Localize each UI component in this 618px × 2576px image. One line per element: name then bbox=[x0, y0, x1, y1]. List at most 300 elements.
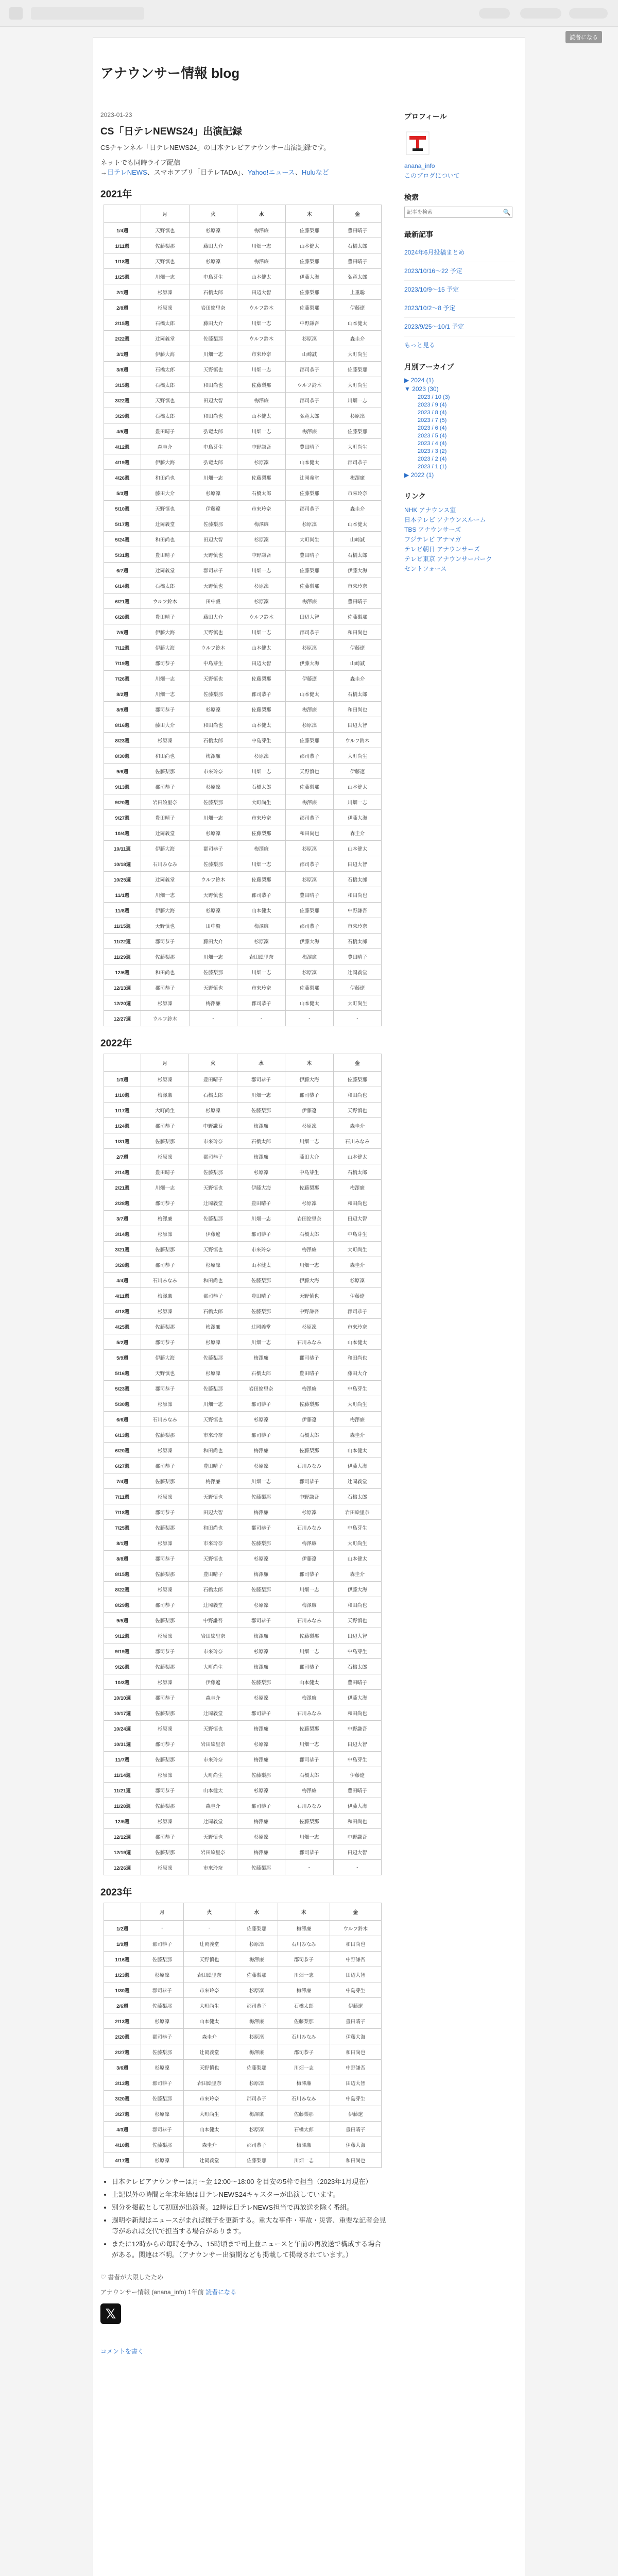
anchor-cell: 岩田絵里奈 bbox=[333, 1504, 381, 1520]
week-cell: 2/13週 bbox=[104, 2013, 141, 2029]
anchor-cell: 山本健太 bbox=[333, 779, 381, 794]
anchor-cell: 川畑一志 bbox=[189, 949, 237, 964]
anchor-cell: 市來玲奈 bbox=[189, 1427, 237, 1443]
anchor-cell: 山本健太 bbox=[237, 408, 286, 423]
anchor-cell: 佐藤梨那 bbox=[141, 949, 190, 964]
subscribe-button[interactable]: 読者になる bbox=[565, 31, 602, 43]
week-cell: 2/6週 bbox=[104, 1998, 141, 2013]
table-row bbox=[104, 1226, 382, 1242]
week-cell: 4/19週 bbox=[104, 454, 141, 470]
source-link[interactable]: Huluなど bbox=[301, 168, 329, 176]
table-row bbox=[104, 1273, 382, 1288]
archive-month-link[interactable]: 2023 / 9 (4) bbox=[418, 402, 447, 408]
anchor-cell: 伊藤大海 bbox=[237, 1180, 285, 1195]
anchor-cell: 梅澤廉 bbox=[237, 223, 286, 238]
anchor-cell: 佐藤梨那 bbox=[285, 223, 333, 238]
archive-month-link[interactable]: 2023 / 1 (1) bbox=[418, 464, 447, 470]
anchor-cell: 天野慎也 bbox=[333, 1103, 381, 1118]
hatena-logo-icon[interactable] bbox=[9, 7, 23, 20]
anchor-cell: 梅澤廉 bbox=[235, 2106, 278, 2122]
anchor-cell: 山本健太 bbox=[237, 269, 286, 284]
comment-link[interactable]: コメントを書く bbox=[100, 2348, 144, 2355]
archive-month-link[interactable]: 2023 / 5 (4) bbox=[418, 433, 447, 439]
anchor-cell: 森圭介 bbox=[333, 1118, 381, 1133]
anchor-cell: 伊藤大海 bbox=[285, 269, 333, 284]
anchor-cell: 田辺大智 bbox=[330, 2075, 381, 2091]
week-cell: 12/6週 bbox=[104, 964, 141, 980]
anchor-cell: 豊田晴子 bbox=[333, 949, 381, 964]
anchor-cell: 森圭介 bbox=[333, 1566, 381, 1582]
entry-intro: CSチャンネル「日テレNEWS24」の日本テレビアナウンサー出演記録です。 bbox=[100, 144, 331, 151]
anchor-cell: 郡司恭子 bbox=[189, 1149, 237, 1164]
anchor-cell: 伊藤遼 bbox=[330, 2106, 381, 2122]
anchor-cell: 山本健太 bbox=[183, 2013, 235, 2029]
table-row bbox=[104, 1967, 382, 1982]
week-cell: 11/29週 bbox=[104, 949, 141, 964]
star-text[interactable]: ♡ 書者が大限したため bbox=[100, 2274, 164, 2281]
anchor-cell: ウルフ鈴木 bbox=[237, 300, 286, 315]
anchor-cell: 杉原凜 bbox=[141, 300, 190, 315]
anchor-cell: 佐藤梨那 bbox=[285, 1180, 333, 1195]
anchor-cell: - bbox=[285, 1860, 333, 1875]
week-cell: 7/18週 bbox=[104, 1504, 141, 1520]
anchor-cell: 杉原凜 bbox=[285, 1118, 333, 1133]
archive-month-link[interactable]: 2023 / 7 (5) bbox=[418, 417, 447, 423]
external-link[interactable]: セントフォース bbox=[404, 565, 447, 572]
more-link[interactable]: もっと見る bbox=[404, 342, 436, 349]
external-link[interactable]: フジテレビ アナマガ bbox=[404, 536, 461, 543]
anchor-cell: 中野謙吾 bbox=[189, 1613, 237, 1628]
week-cell: 9/13週 bbox=[104, 779, 141, 794]
anchor-cell: 石川みなみ bbox=[278, 2029, 330, 2044]
anchor-cell: 郡司恭子 bbox=[278, 1952, 330, 1967]
table-header-row bbox=[104, 1054, 382, 1072]
global-search-input[interactable] bbox=[31, 7, 144, 20]
table-row bbox=[104, 1412, 382, 1427]
anchor-cell: 郡司恭子 bbox=[285, 1566, 333, 1582]
anchor-cell: 佐藤梨那 bbox=[237, 1273, 285, 1288]
blog-search-input[interactable] bbox=[405, 207, 502, 217]
anchor-cell: 市來玲奈 bbox=[333, 485, 381, 501]
anchor-cell: 伊藤大海 bbox=[141, 1350, 189, 1365]
anchor-cell: 佐藤梨那 bbox=[189, 1350, 237, 1365]
anchor-cell: ウルフ鈴木 bbox=[237, 609, 286, 624]
archive-year[interactable]: ▶ 2024 (1) bbox=[404, 377, 434, 384]
anchor-cell: 石川みなみ bbox=[285, 1613, 333, 1628]
anchor-cell: 郡司恭子 bbox=[333, 1303, 381, 1319]
week-cell: 1/24週 bbox=[104, 1118, 141, 1133]
week-cell: 5/30週 bbox=[104, 1396, 141, 1412]
anchor-cell: 大町尚生 bbox=[333, 1242, 381, 1257]
anchor-cell: 梅澤廉 bbox=[141, 1087, 189, 1103]
anchor-cell: 大町尚生 bbox=[333, 346, 381, 362]
anchor-cell: 梅澤廉 bbox=[285, 702, 333, 717]
anchor-cell: 伊藤遼 bbox=[333, 640, 381, 655]
anchor-cell: 郡司恭子 bbox=[285, 748, 333, 764]
table-row bbox=[104, 1427, 382, 1443]
anchor-cell: 川畑一志 bbox=[333, 393, 381, 408]
author-name[interactable]: アナウンサー情報 (anana_info) 1年前 bbox=[100, 2289, 204, 2296]
archive-month-link[interactable]: 2023 / 6 (4) bbox=[418, 425, 447, 431]
table-row bbox=[104, 1921, 382, 1936]
anchor-cell: 杉原凜 bbox=[285, 1195, 333, 1211]
anchor-cell: 伊藤大海 bbox=[141, 640, 190, 655]
anchor-cell: 石橋太郎 bbox=[141, 315, 190, 331]
anchor-cell: 豊田晴子 bbox=[333, 594, 381, 609]
table-row bbox=[104, 1443, 382, 1458]
anchor-cell: 杉原凜 bbox=[285, 964, 333, 980]
anchor-cell: 和田尚也 bbox=[330, 2153, 381, 2168]
anchor-cell: 郡司恭子 bbox=[237, 1520, 285, 1535]
anchor-cell: 郡司恭子 bbox=[189, 841, 237, 856]
anchor-cell: 杉原凜 bbox=[189, 1365, 237, 1381]
table-row bbox=[104, 1288, 382, 1303]
anchor-cell: 佐藤梨那 bbox=[285, 284, 333, 300]
anchor-cell: 梅澤廉 bbox=[237, 1566, 285, 1582]
table-row bbox=[104, 1860, 382, 1875]
anchor-cell: 天野慎也 bbox=[189, 671, 237, 686]
week-cell: 1/2週 bbox=[104, 1921, 141, 1936]
anchor-cell: 和田尚也 bbox=[333, 624, 381, 640]
anchor-cell: 郡司恭子 bbox=[285, 1087, 333, 1103]
week-cell: 7/26週 bbox=[104, 671, 141, 686]
anchor-cell: 辻岡義堂 bbox=[189, 1195, 237, 1211]
source-link[interactable]: Yahoo!ニュース bbox=[247, 168, 295, 176]
week-cell: 11/22週 bbox=[104, 934, 141, 949]
external-link[interactable]: NHK アナウンス室 bbox=[404, 506, 456, 514]
external-link[interactable]: テレビ東京 アナウンサーパーク bbox=[404, 555, 492, 563]
week-cell: 3/1週 bbox=[104, 346, 141, 362]
anchor-cell: 石橋太郎 bbox=[189, 733, 237, 748]
blog-title[interactable]: アナウンサー情報 blog bbox=[100, 65, 240, 81]
anchor-cell: 山本健太 bbox=[333, 1149, 381, 1164]
source-link[interactable]: 日テレNEWS bbox=[107, 168, 147, 176]
anchor-cell: 佐藤梨那 bbox=[189, 856, 237, 872]
week-cell: 3/27週 bbox=[104, 2106, 141, 2122]
anchor-cell: 和田尚也 bbox=[189, 408, 237, 423]
anchor-cell: 郡司恭子 bbox=[285, 1659, 333, 1674]
table-row bbox=[104, 1381, 382, 1396]
archive-month-link[interactable]: 2023 / 8 (4) bbox=[418, 410, 447, 416]
week-cell: 10/17週 bbox=[104, 1705, 141, 1721]
anchor-cell: 伊藤遼 bbox=[189, 1674, 237, 1690]
week-cell: 2/1週 bbox=[104, 284, 141, 300]
anchor-cell: 川畑一志 bbox=[141, 887, 190, 903]
column-header: 金 bbox=[330, 1903, 381, 1921]
anchor-cell: 石川みなみ bbox=[278, 2091, 330, 2106]
anchor-cell: 郡司恭子 bbox=[285, 1752, 333, 1767]
header-link[interactable] bbox=[479, 8, 510, 19]
anchor-cell: 田辺大智 bbox=[189, 532, 237, 547]
anchor-cell: 梅澤廉 bbox=[237, 1814, 285, 1829]
anchor-cell: 川畑一志 bbox=[189, 1396, 237, 1412]
anchor-cell: 郡司恭子 bbox=[237, 686, 286, 702]
anchor-cell: 藤田大介 bbox=[189, 315, 237, 331]
anchor-cell: 大町尚生 bbox=[333, 748, 381, 764]
week-cell: 6/6週 bbox=[104, 1412, 141, 1427]
anchor-cell: 辻岡義堂 bbox=[333, 1473, 381, 1489]
anchor-cell: 石川みなみ bbox=[285, 1705, 333, 1721]
table-row bbox=[104, 1982, 382, 1998]
recent-entry-link[interactable]: 2023/10/2〜8 予定 bbox=[404, 299, 515, 318]
table-row bbox=[104, 1798, 382, 1814]
anchor-cell: 佐藤梨那 bbox=[285, 1443, 333, 1458]
anchor-cell: 梅澤廉 bbox=[285, 1783, 333, 1798]
anchor-cell: 中島芽生 bbox=[333, 1226, 381, 1242]
archive-year[interactable]: ▶ 2022 (1) bbox=[404, 471, 434, 479]
table-row bbox=[104, 315, 382, 331]
anchor-cell: 杉原凜 bbox=[189, 253, 237, 269]
anchor-cell: 佐藤梨那 bbox=[237, 702, 286, 717]
anchor-cell: 杉原凜 bbox=[235, 2029, 278, 2044]
anchor-cell: 弘竜太郎 bbox=[333, 269, 381, 284]
anchor-cell: 森圭介 bbox=[189, 1798, 237, 1814]
archive-month-link[interactable]: 2023 / 10 (3) bbox=[418, 394, 450, 400]
week-cell: 11/14週 bbox=[104, 1767, 141, 1783]
anchor-cell: 杉原凜 bbox=[141, 1072, 189, 1087]
anchor-cell: 杉原凜 bbox=[141, 2106, 184, 2122]
anchor-cell: 川畑一志 bbox=[237, 964, 286, 980]
anchor-cell: 天野慎也 bbox=[189, 578, 237, 594]
week-cell: 6/14週 bbox=[104, 578, 141, 594]
anchor-cell: 佐藤梨那 bbox=[237, 1674, 285, 1690]
table-row bbox=[104, 1211, 382, 1226]
profile-heading: プロフィール bbox=[404, 112, 447, 121]
table-row bbox=[104, 1242, 382, 1257]
anchor-cell: 辻岡義堂 bbox=[183, 2044, 235, 2060]
anchor-cell: 中島芽生 bbox=[333, 1381, 381, 1396]
column-header: 月 bbox=[141, 1903, 184, 1921]
anchor-cell: 豊田晴子 bbox=[237, 1288, 285, 1303]
external-link[interactable]: 日本テレビ アナウンスルーム bbox=[404, 516, 486, 523]
anchor-cell: 佐藤梨那 bbox=[278, 2013, 330, 2029]
anchor-cell: 和田尚也 bbox=[141, 532, 190, 547]
anchor-cell: 佐藤梨那 bbox=[237, 1582, 285, 1597]
anchor-cell: 辻岡義堂 bbox=[141, 872, 190, 887]
archive-month-link[interactable]: 2023 / 2 (4) bbox=[418, 456, 447, 462]
archive-month-link[interactable]: 2023 / 3 (2) bbox=[418, 448, 447, 454]
anchor-cell: 佐藤梨那 bbox=[189, 331, 237, 346]
anchor-cell: 石橋太郎 bbox=[141, 578, 190, 594]
article bbox=[100, 111, 386, 2355]
week-cell: 5/9週 bbox=[104, 1350, 141, 1365]
table-row bbox=[104, 671, 382, 686]
anchor-cell: 梅澤廉 bbox=[237, 1443, 285, 1458]
anchor-cell: 天野慎也 bbox=[189, 1551, 237, 1566]
anchor-cell: 岩田絵里奈 bbox=[189, 1736, 237, 1752]
anchor-cell: 市來玲奈 bbox=[189, 1133, 237, 1149]
header-link[interactable] bbox=[520, 8, 561, 19]
archive-month-link[interactable]: 2023 / 4 (4) bbox=[418, 440, 447, 447]
anchor-cell: 梅澤廉 bbox=[333, 470, 381, 485]
anchor-cell: 梅澤廉 bbox=[237, 918, 286, 934]
anchor-cell: 佐藤梨那 bbox=[237, 671, 286, 686]
anchor-cell: 梅澤廉 bbox=[237, 1844, 285, 1860]
week-cell: 8/2週 bbox=[104, 686, 141, 702]
anchor-cell: 市來玲奈 bbox=[237, 980, 286, 995]
week-cell: 1/31週 bbox=[104, 1133, 141, 1149]
anchor-cell: 杉原凜 bbox=[237, 934, 286, 949]
search-icon[interactable]: 🔍 bbox=[503, 209, 511, 216]
entry-title[interactable]: CS「日テレNEWS24」出演記録 bbox=[100, 126, 243, 137]
week-cell: 2/28週 bbox=[104, 1195, 141, 1211]
sidebar bbox=[404, 111, 515, 574]
table-row bbox=[104, 1752, 382, 1767]
anchor-cell: 佐藤梨那 bbox=[141, 1659, 189, 1674]
anchor-cell: 川畑一志 bbox=[285, 1829, 333, 1844]
anchor-cell: 山本健太 bbox=[333, 516, 381, 532]
recent-entry-link[interactable]: 2023/10/16〜22 予定 bbox=[404, 262, 515, 281]
anchor-cell: 佐藤梨那 bbox=[141, 1952, 184, 1967]
anchor-cell: 郡司恭子 bbox=[141, 1936, 184, 1952]
week-cell: 8/30週 bbox=[104, 748, 141, 764]
author-subscribe-link[interactable]: 読者になる bbox=[205, 2289, 237, 2296]
anchor-cell: 中野謙吾 bbox=[285, 315, 333, 331]
anchor-cell: 郡司恭子 bbox=[141, 1597, 189, 1613]
entry-line: ネットでも同時ライブ配信 bbox=[100, 159, 181, 166]
anchor-cell: 伊藤大海 bbox=[141, 624, 190, 640]
anchor-cell: 郡司恭子 bbox=[141, 980, 190, 995]
recent-entry-link[interactable]: 2023/9/25〜10/1 予定 bbox=[404, 318, 515, 336]
x-share-icon[interactable]: 𝕏 bbox=[100, 2303, 121, 2324]
table-row bbox=[104, 624, 382, 640]
anchor-cell: - bbox=[333, 1011, 381, 1026]
table-row bbox=[104, 1783, 382, 1798]
column-header: 金 bbox=[333, 205, 381, 223]
table-header-row bbox=[104, 1903, 382, 1921]
anchor-cell: 杉原凜 bbox=[285, 1504, 333, 1520]
week-cell: 7/11週 bbox=[104, 1489, 141, 1504]
table-row bbox=[104, 1597, 382, 1613]
anchor-cell: 伊藤大海 bbox=[285, 1072, 333, 1087]
anchor-cell: 藤田大介 bbox=[189, 238, 237, 253]
anchor-cell: 梅澤廉 bbox=[237, 1628, 285, 1643]
anchor-cell: 山本健太 bbox=[333, 1551, 381, 1566]
anchor-cell: 梅澤廉 bbox=[333, 1180, 381, 1195]
external-link[interactable]: TBS アナウンサーズ bbox=[404, 526, 461, 533]
anchor-cell: 杉原凜 bbox=[285, 717, 333, 733]
anchor-cell: 杉原凜 bbox=[237, 1551, 285, 1566]
week-cell: 3/22週 bbox=[104, 393, 141, 408]
table-row bbox=[104, 532, 382, 547]
anchor-cell: 石川みなみ bbox=[285, 1520, 333, 1535]
anchor-cell: 中野謙吾 bbox=[285, 1303, 333, 1319]
week-cell: 6/7週 bbox=[104, 563, 141, 578]
anchor-cell: 市來玲奈 bbox=[237, 810, 286, 825]
anchor-cell: 杉原凜 bbox=[285, 331, 333, 346]
anchor-cell: 石橋太郎 bbox=[189, 1087, 237, 1103]
anchor-cell: 天野慎也 bbox=[189, 1242, 237, 1257]
anchor-cell: 岩田絵里奈 bbox=[285, 1211, 333, 1226]
anchor-cell: 川畑一志 bbox=[237, 1334, 285, 1350]
anchor-cell: 梅澤廉 bbox=[237, 393, 286, 408]
header-link[interactable] bbox=[569, 8, 608, 19]
anchor-cell: 市來玲奈 bbox=[189, 764, 237, 779]
anchor-cell: 辻岡義堂 bbox=[333, 964, 381, 980]
week-cell: 2/22週 bbox=[104, 331, 141, 346]
table-row bbox=[104, 934, 382, 949]
week-cell: 9/6週 bbox=[104, 764, 141, 779]
anchor-cell: 山本健太 bbox=[285, 238, 333, 253]
week-cell: 5/23週 bbox=[104, 1381, 141, 1396]
entry-date[interactable]: 2023-01-23 bbox=[100, 111, 132, 118]
anchor-cell: 和田尚也 bbox=[330, 1936, 381, 1952]
anchor-cell: 郡司恭子 bbox=[141, 1381, 189, 1396]
anchor-cell: 森圭介 bbox=[141, 439, 190, 454]
week-cell: 1/10週 bbox=[104, 1087, 141, 1103]
anchor-cell: 田辺大智 bbox=[237, 284, 286, 300]
week-cell: 5/17週 bbox=[104, 516, 141, 532]
anchor-cell: 大町尚生 bbox=[285, 532, 333, 547]
archive-year[interactable]: ▼ 2023 (30) bbox=[404, 385, 439, 393]
anchor-cell: 中野謙吾 bbox=[237, 547, 286, 563]
anchor-cell: 杉原凜 bbox=[235, 2122, 278, 2137]
anchor-cell: 梅澤廉 bbox=[278, 1982, 330, 1998]
anchor-cell: 杉原凜 bbox=[285, 841, 333, 856]
anchor-cell: 伊藤遼 bbox=[285, 1551, 333, 1566]
anchor-cell: 川畑一志 bbox=[237, 764, 286, 779]
profile-avatar-icon[interactable] bbox=[405, 131, 430, 156]
archive-months bbox=[404, 394, 515, 471]
anchor-cell: 郡司恭子 bbox=[141, 2075, 184, 2091]
week-cell: 5/24週 bbox=[104, 532, 141, 547]
table-row bbox=[104, 516, 382, 532]
anchor-cell: 郡司恭子 bbox=[235, 2091, 278, 2106]
anchor-cell: 梅澤廉 bbox=[235, 1952, 278, 1967]
anchor-cell: 和田尚也 bbox=[333, 1195, 381, 1211]
anchor-cell: 佐藤梨那 bbox=[235, 1921, 278, 1936]
table-row bbox=[104, 223, 382, 238]
profile-name[interactable]: anana_info bbox=[404, 162, 435, 170]
recent-entry-link[interactable]: 2024年6月投稿まとめ bbox=[404, 244, 515, 262]
links-list bbox=[404, 505, 515, 574]
week-cell: 3/6週 bbox=[104, 2060, 141, 2075]
week-cell: 10/25週 bbox=[104, 872, 141, 887]
anchor-cell: 天野慎也 bbox=[189, 624, 237, 640]
search-heading: 検索 bbox=[404, 193, 419, 201]
recent-heading: 最新記事 bbox=[404, 230, 433, 239]
table-row bbox=[104, 1674, 382, 1690]
anchor-cell: 田辺大智 bbox=[189, 1504, 237, 1520]
anchor-cell: 郡司恭子 bbox=[141, 1982, 184, 1998]
week-cell: 3/15週 bbox=[104, 377, 141, 393]
anchor-cell: 石橋太郎 bbox=[333, 1164, 381, 1180]
anchor-cell: 和田尚也 bbox=[333, 1705, 381, 1721]
table-row bbox=[104, 2029, 382, 2044]
table-row bbox=[104, 2153, 382, 2168]
recent-entry-link[interactable]: 2023/10/9〜15 予定 bbox=[404, 281, 515, 299]
table-row bbox=[104, 594, 382, 609]
anchor-cell: 杉原凜 bbox=[235, 2075, 278, 2091]
anchor-cell: 石橋太郎 bbox=[333, 1489, 381, 1504]
anchor-cell: 佐藤梨那 bbox=[189, 794, 237, 810]
week-cell: 10/24週 bbox=[104, 1721, 141, 1736]
anchor-cell: 天野慎也 bbox=[141, 253, 190, 269]
about-link[interactable]: このブログについて bbox=[404, 172, 460, 179]
anchor-cell: 川畑一志 bbox=[333, 794, 381, 810]
anchor-cell: 豊田晴子 bbox=[189, 1458, 237, 1473]
anchor-cell: 田辺大智 bbox=[237, 655, 286, 671]
separator: 、 bbox=[147, 168, 154, 176]
anchor-cell: 伊藤大海 bbox=[333, 810, 381, 825]
table-row bbox=[104, 1303, 382, 1319]
anchor-cell: 杉原凜 bbox=[285, 1319, 333, 1334]
table-row bbox=[104, 872, 382, 887]
external-link[interactable]: テレビ朝日 アナウンサーズ bbox=[404, 546, 480, 553]
anchor-cell: 佐藤梨那 bbox=[237, 825, 286, 841]
week-cell: 3/28週 bbox=[104, 1257, 141, 1273]
column-header: 火 bbox=[183, 1903, 235, 1921]
